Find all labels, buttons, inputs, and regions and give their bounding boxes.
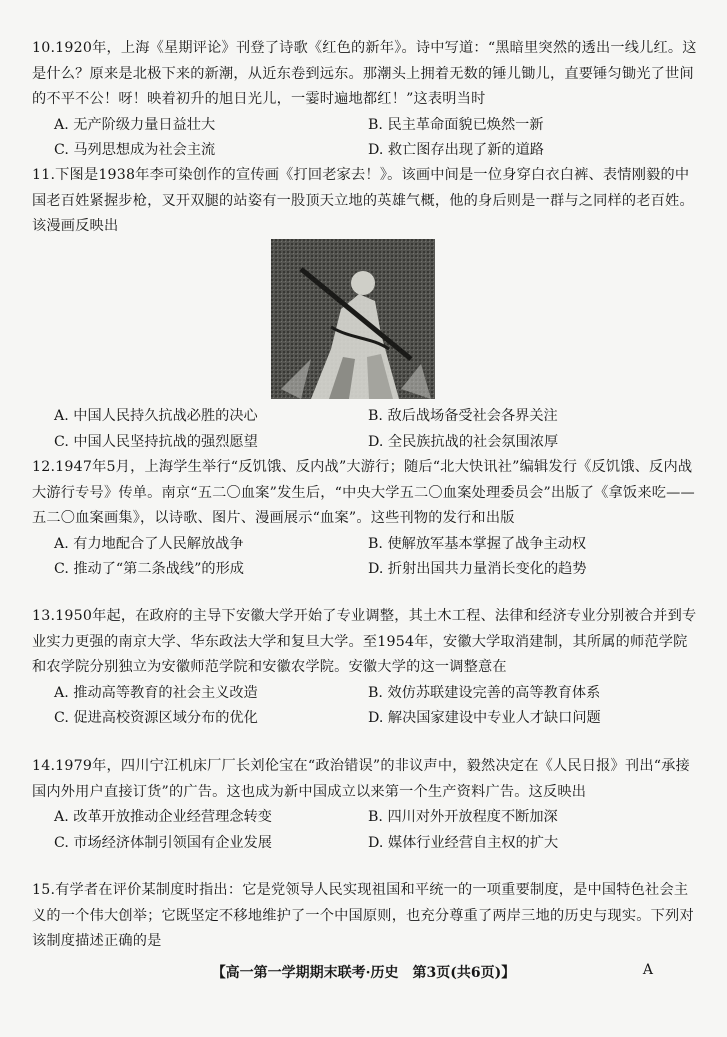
option-c: C. 市场经济体制引领国有企业发展 xyxy=(54,834,272,851)
option-d: D. 折射出国共力量消长变化的趋势 xyxy=(368,561,587,577)
options-row xyxy=(32,113,697,139)
options-row xyxy=(32,557,697,583)
option-a: A. 改革开放推动企业经营理念转变 xyxy=(54,809,272,825)
version-label: A xyxy=(642,962,653,978)
option-d: D. 解决国家建设中专业人才缺口问题 xyxy=(368,710,601,726)
question-11-options xyxy=(32,404,697,455)
option-c: C. 马列思想成为社会主流 xyxy=(54,142,216,158)
propaganda-painting-icon xyxy=(271,239,435,399)
question-13 xyxy=(32,604,697,732)
option-a: A. 有力地配合了人民解放战争 xyxy=(54,535,244,552)
propaganda-painting-figure xyxy=(271,239,435,399)
options-row xyxy=(32,831,697,857)
question-stem: 15.有学者在评价某制度时指出：它是党领导人民实现祖国和平统一的一项重要制度，是中国特色社会主义的一个伟大创举；它既坚定不移地维护了一个中国原则，也充分尊重了两岸三地的历史与现实。下列对该制度描述正确的是 xyxy=(32,882,694,949)
options-row xyxy=(32,404,697,430)
option-d: D. 全民族抗战的社会氛围浓厚 xyxy=(368,433,559,450)
option-c: C. 推动了“第二条战线”的形成 xyxy=(54,561,244,577)
options-row xyxy=(32,138,697,164)
page-footer xyxy=(0,958,727,988)
options-row xyxy=(32,805,697,831)
option-d: D. 媒体行业经营自主权的扩大 xyxy=(368,834,559,851)
question-10 xyxy=(32,36,697,164)
option-a: A. 无产阶级力量日益壮大 xyxy=(54,116,216,133)
option-c: C. 促进高校资源区域分布的优化 xyxy=(54,710,258,726)
question-stem: 13.1950年起，在政府的主导下安徽大学开始了专业调整，其土木工程、法律和经济专业分别被合并到专业实力更强的南京大学、华东政法大学和复旦大学。至1954年，安徽大学取消建制，其所属的师范学院和农学院分别独立为安徽师范学院和安徽农学院。安徽大学的这一调整意在 xyxy=(32,608,697,675)
question-11 xyxy=(32,163,697,240)
question-14 xyxy=(32,754,697,856)
question-stem: 12.1947年5月，上海学生举行“反饥饿、反内战”大游行；随后“北大快讯社”编辑发行《反饥饿、反内战大游行专号》传单。南京“五二〇血案”发生后，“中央大学五二〇血案处理委员会”出版了《拿饭来吃——五二〇血案画集》，以诗歌、图片、漫画展示“血案”。这些刊物的发行和出版 xyxy=(32,459,695,526)
options-row xyxy=(32,681,697,707)
option-b: B. 效仿苏联建设完善的高等教育体系 xyxy=(368,684,601,701)
question-stem: 14.1979年，四川宁江机床厂厂长刘伦宝在“政治错误”的非议声中，毅然决定在《人民日报》刊出“承接国内外用户直接订货”的广告。这也成为新中国成立以来第一个生产资料广告。这反映出 xyxy=(32,758,690,800)
option-a: A. 中国人民持久抗战必胜的决心 xyxy=(54,408,258,424)
question-12 xyxy=(32,455,697,583)
option-b: B. 四川对外开放程度不断加深 xyxy=(368,809,558,825)
question-15 xyxy=(32,878,697,955)
options-row xyxy=(32,706,697,732)
option-d: D. 救亡图存出现了新的道路 xyxy=(368,142,544,158)
question-stem: 10.1920年，上海《星期评论》刊登了诗歌《红色的新年》。诗中写道：“黑暗里突然的透出一线儿红。这是什么？原来是北极下来的新潮，从近东卷到远东。那潮头上拥着无数的锤儿锄儿，直要锤匀锄光了世间的不平不公！呀！映着初升的旭日光儿，一霎时遍地都红！”这表明当时 xyxy=(32,40,697,107)
exam-title: 【高一第一学期期末联考·历史 第3页(共6页)】 xyxy=(211,965,516,981)
option-c: C. 中国人民坚持抗战的强烈愿望 xyxy=(54,433,258,450)
option-a: A. 推动高等教育的社会主义改造 xyxy=(54,684,258,701)
option-b: B. 敌后战场备受社会各界关注 xyxy=(368,408,558,424)
option-b: B. 使解放军基本掌握了战争主动权 xyxy=(368,535,587,552)
options-row xyxy=(32,532,697,558)
options-row xyxy=(32,430,697,456)
question-stem: 11.下图是1938年李可染创作的宣传画《打回老家去！》。该画中间是一位身穿白衣白裤、表情刚毅的中国老百姓紧握步枪，叉开双腿的站姿有一股顶天立地的英雄气概，他的身后则是一群与之同样的老百姓。该漫画反映出 xyxy=(32,167,694,234)
option-b: B. 民主革命面貌已焕然一新 xyxy=(368,116,544,133)
